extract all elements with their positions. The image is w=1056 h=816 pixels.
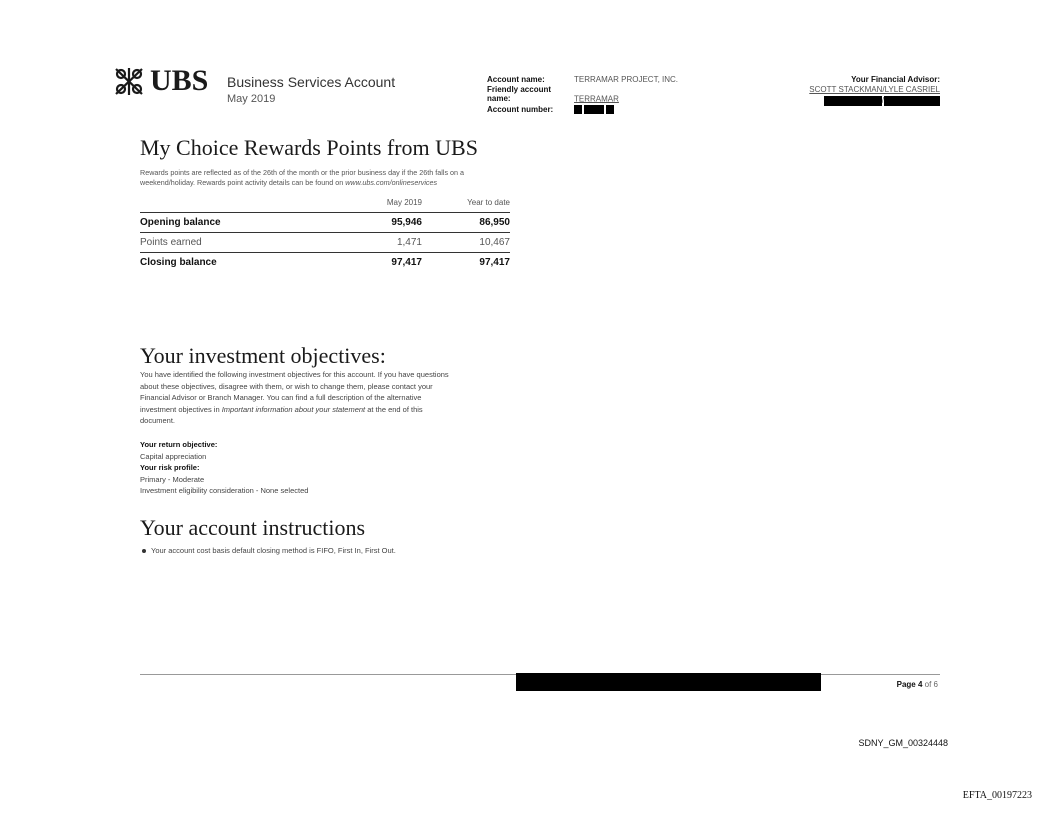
table-row: Points earned 1,471 10,467 — [140, 233, 510, 253]
page-indicator: Page 4 of 6 — [896, 680, 938, 689]
instruction-bullet: Your account cost basis default closing method is FIFO, First In, First Out. — [142, 545, 396, 557]
bullet-icon — [142, 549, 146, 553]
account-number-label: Account number: — [487, 104, 554, 114]
ubs-keys-icon — [112, 66, 146, 96]
objectives-paragraph: You have identified the following investment objectives for this account. If you have questions about these objectives, disagree with them, or wish to change them, please contact your Financial Advisor or Branch Manager. You can find a full description of the alternative investment objectives in Important information about your statement at the end of this document. — [140, 370, 449, 425]
eligibility-text: Investment eligibility consideration - None selected — [140, 486, 309, 495]
friendly-name-label: Friendly account name: — [487, 84, 552, 103]
redaction-box — [574, 105, 582, 114]
account-name-value: TERRAMAR PROJECT, INC. — [574, 75, 679, 84]
account-type-title: Business Services Account — [227, 74, 396, 90]
return-objective-label: Your return objective: — [140, 440, 218, 449]
table-row: Opening balance 95,946 86,950 — [140, 213, 510, 233]
table-header-row — [140, 193, 510, 213]
advisor-name: SCOTT STACKMAN/LYLE CASRIEL — [809, 84, 940, 94]
bates-number-efta: EFTA_00197223 — [962, 790, 1032, 801]
advisor-label: Your Financial Advisor: — [851, 75, 940, 84]
rewards-note: Rewards points are reflected as of the 26th of the month or the prior business day if the 26th falls on a weekend/holiday. Rewards point activity details can be found on www.ubs.com/onlineservices — [140, 168, 465, 187]
rewards-table — [140, 193, 510, 272]
ubs-logo — [112, 66, 208, 96]
risk-profile-label: Your risk profile: — [140, 463, 200, 472]
account-info — [487, 75, 678, 114]
objectives-heading: Your investment objectives: — [140, 343, 386, 368]
logo-wordmark: UBS — [150, 64, 209, 97]
objectives-details — [140, 439, 308, 497]
return-objective-value: Capital appreciation — [140, 451, 207, 461]
redaction-box — [824, 96, 882, 106]
redaction-box — [584, 105, 604, 114]
bates-number: SDNY_GM_00324448 — [858, 738, 948, 748]
table-row: Closing balance 97,417 97,417 — [140, 257, 510, 268]
redaction-box — [606, 105, 614, 114]
redaction-box — [516, 673, 821, 691]
rewards-heading: My Choice Rewards Points from UBS — [140, 135, 478, 160]
column-header-month: May 2019 — [342, 193, 430, 213]
statement-date: May 2019 — [227, 93, 276, 105]
friendly-name-value: TERRAMAR — [574, 94, 619, 103]
risk-profile-value: Primary - Moderate — [140, 474, 205, 484]
redaction-box — [884, 96, 940, 106]
financial-advisor-info: Your Financial Advisor: SCOTT STACKMAN/LYLE CASRIEL / — [809, 75, 940, 106]
column-header-ytd: Year to date — [430, 193, 510, 213]
instructions-heading: Your account instructions — [140, 515, 366, 540]
account-name-label: Account name: — [487, 75, 545, 84]
